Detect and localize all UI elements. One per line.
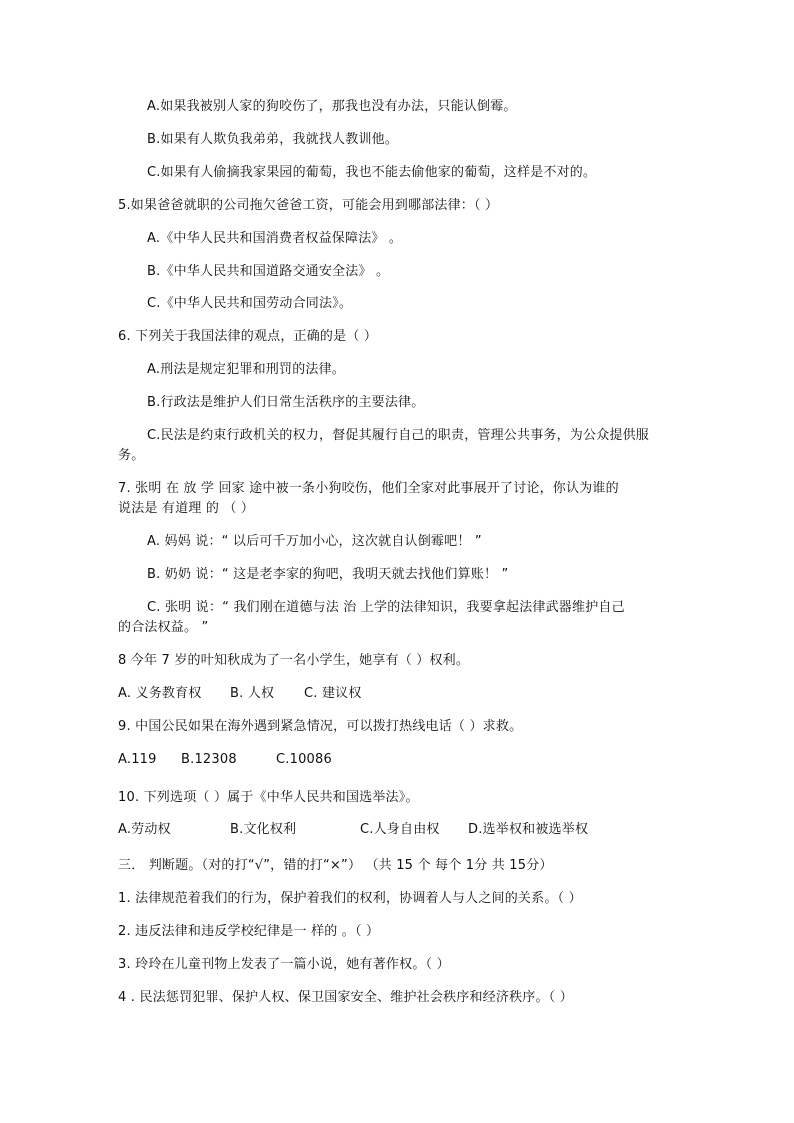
q7-option-c-line2: 的合法权益。 ”	[118, 620, 209, 635]
q7-option-a: A. 妈妈 说：“ 以后可千万加小心，这次就自认倒霉吧！ ”	[147, 534, 482, 549]
question-9: 9. 中国公民如果在海外遇到紧急情况，可以拨打热线电话（ ）求救。	[118, 719, 523, 734]
q10-option-a: A.劳动权	[118, 822, 171, 837]
judgement-4: 4 . 民法惩罚犯罪、保护人权、保卫国家安全、维护社会秩序和经济秩序。（ ）	[118, 990, 573, 1005]
q4-option-b: B.如果有人欺负我弟弟，我就找人教训他。	[147, 132, 399, 147]
q5-option-c: C.《中华人民共和国劳动合同法》。	[147, 296, 353, 311]
q6-option-b: B.行政法是维护人们日常生活秩序的主要法律。	[147, 395, 425, 410]
question-7-line1: 7. 张明 在 放 学 回家 途中被一条小狗咬伤，他们全家对此事展开了讨论，你认为谁的	[118, 481, 619, 496]
q10-option-d: D.选举权和被选举权	[468, 822, 589, 837]
q4-option-c: C.如果有人偷摘我家果园的葡萄，我也不能去偷他家的葡萄，这样是不对的。	[147, 165, 597, 180]
q9-option-a: A.119	[118, 752, 157, 767]
q6-option-a: A.刑法是规定犯罪和刑罚的法律。	[147, 362, 345, 377]
judgement-3: 3. 玲玲在儿童刊物上发表了一篇小说，她有著作权。（ ）	[118, 957, 450, 972]
q8-option-c: C. 建议权	[304, 686, 362, 701]
q8-option-a: A. 义务教育权	[118, 686, 202, 701]
q9-option-b: B.12308	[181, 752, 237, 767]
q7-option-c-line1: C. 张明 说：“ 我们刚在道德与法 治 上学的法律知识，我要拿起法律武器维护自己	[147, 600, 625, 615]
q6-option-c-line1: C.民法是约束行政机关的权力，督促其履行自己的职责，管理公共事务，为公众提供服	[147, 428, 650, 443]
q8-option-b: B. 人权	[230, 686, 275, 701]
q6-option-c-line2: 务。	[118, 448, 145, 463]
judgement-2: 2. 违反法律和违反学校纪律是一 样的 。（ ）	[118, 924, 380, 939]
question-7-line2: 说法是 有道理 的 （ ）	[118, 501, 255, 516]
q10-options	[118, 820, 618, 840]
question-10: 10. 下列选项（ ）属于《中华人民共和国选举法》。	[118, 790, 419, 805]
q9-option-c: C.10086	[276, 752, 332, 767]
question-8: 8 今年 7 岁的叶知秋成为了一名小学生，她享有（ ）权利。	[118, 653, 470, 668]
question-6: 6. 下列关于我国法律的观点，正确的是（ ）	[118, 329, 378, 344]
q5-option-b: B.《中华人民共和国道路交通安全法》 。	[147, 264, 390, 279]
judgement-1: 1. 法律规范着我们的行为，保护着我们的权利，协调着人与人之间的关系。（ ）	[118, 891, 582, 906]
q4-option-a: A.如果我被别人家的狗咬伤了，那我也没有办法，只能认倒霉。	[147, 99, 517, 114]
q10-option-b: B.文化权利	[230, 822, 297, 837]
q9-options	[118, 750, 518, 770]
question-5: 5.如果爸爸就职的公司拖欠爸爸工资，可能会用到哪部法律：（ ）	[118, 198, 499, 213]
q7-option-b: B. 奶奶 说：“ 这是老李家的狗吧，我明天就去找他们算账！ ”	[147, 567, 509, 582]
q5-option-a: A.《中华人民共和国消费者权益保障法》 。	[147, 231, 403, 246]
section-3-heading: 三． 判断题。（对的打“√”，错的打“×”） （共 15 个 每个 1分 共 15分）	[118, 858, 553, 873]
q8-options	[118, 684, 518, 704]
q10-option-c: C.人身自由权	[360, 822, 440, 837]
